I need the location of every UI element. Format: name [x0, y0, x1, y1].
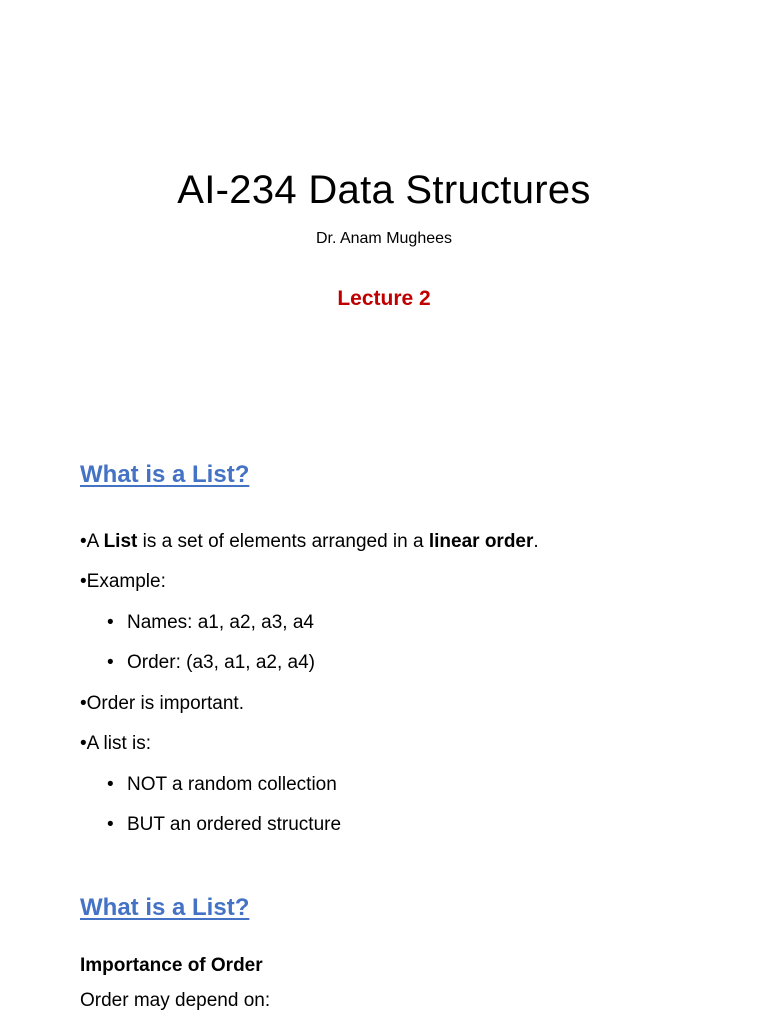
text-span: A	[86, 531, 104, 552]
text-span: .	[533, 531, 539, 552]
list-is-item-text: NOT a random collection	[127, 774, 337, 795]
order-depends-line: Order may depend on:	[80, 990, 271, 1011]
sub-bullet: •	[107, 774, 114, 795]
text-span: is a set of elements arranged in a	[137, 531, 429, 552]
list-is-item-text: BUT an ordered structure	[127, 814, 342, 835]
slide3-heading: What is a List?	[80, 894, 250, 921]
example-item-text: Names: a1, a2, a3, a4	[127, 612, 314, 633]
example-item	[107, 651, 315, 675]
sub-bullet: •	[107, 612, 114, 633]
slide2-heading: What is a List?	[80, 461, 250, 488]
list-is-label: •A list is:	[80, 733, 152, 754]
sub-bullet: •	[107, 652, 114, 673]
example-label: •Example:	[80, 571, 166, 592]
bullet: •	[80, 531, 87, 552]
order-important-line: •Order is important.	[80, 693, 244, 714]
importance-of-order-subheading: Importance of Order	[80, 955, 263, 976]
title-slide-title: AI-234 Data Structures	[177, 168, 591, 212]
list-definition-line	[80, 530, 539, 554]
list-is-item	[107, 773, 337, 797]
author-name: Dr. Anam Mughees	[315, 230, 453, 247]
sub-bullet: •	[107, 814, 114, 835]
list-is-item	[107, 813, 341, 837]
example-item-text: Order: (a3, a1, a2, a4)	[127, 652, 315, 673]
bold-term-list: List	[103, 531, 138, 552]
lecture-number: Lecture 2	[337, 287, 431, 310]
bold-term-linear-order: linear order	[428, 531, 534, 552]
example-item	[107, 611, 314, 635]
